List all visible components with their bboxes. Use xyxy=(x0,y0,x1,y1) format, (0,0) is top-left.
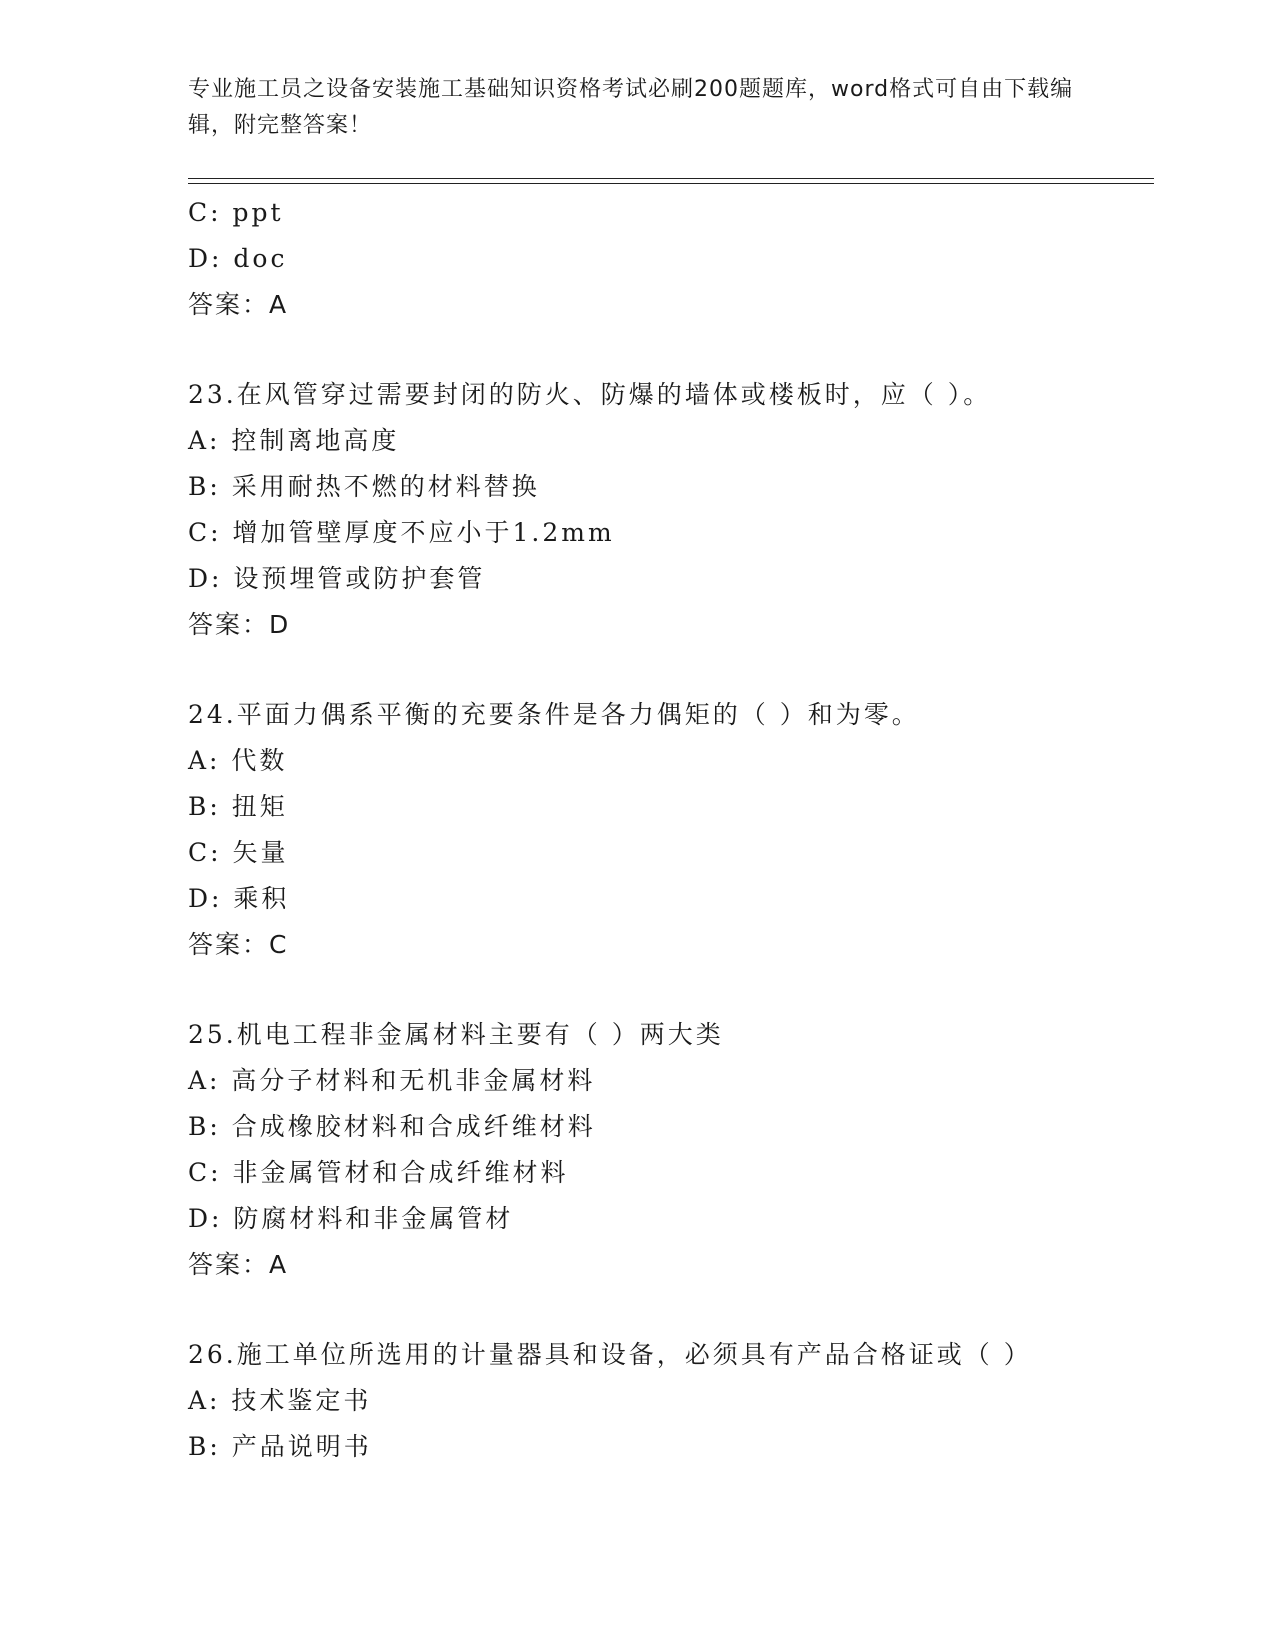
option-d: D: doc xyxy=(188,244,288,273)
option-c: C: 增加管壁厚度不应小于1.2mm xyxy=(188,518,615,547)
option-a: A: 代数 xyxy=(188,746,288,775)
option-b: B: 产品说明书 xyxy=(188,1432,372,1461)
spacer xyxy=(188,648,1154,692)
option-c: C: ppt xyxy=(188,198,284,227)
spacer xyxy=(188,1288,1154,1332)
option-a: A: 技术鉴定书 xyxy=(188,1386,372,1415)
document-body xyxy=(188,190,1154,1470)
question-25 xyxy=(188,1012,1154,1288)
spacer xyxy=(188,328,1154,372)
document-header: 专业施工员之设备安装施工基础知识资格考试必刷200题题库，word格式可自由下载编辑，附完整答案！ xyxy=(188,77,1074,138)
question-stem: 23.在风管穿过需要封闭的防火、防爆的墙体或楼板时，应（ ）。 xyxy=(188,380,992,409)
option-b: B: 采用耐热不燃的材料替换 xyxy=(188,472,540,501)
option-b: B: 合成橡胶材料和合成纤维材料 xyxy=(188,1112,596,1141)
question-stem: 25.机电工程非金属材料主要有（ ）两大类 xyxy=(188,1020,724,1049)
option-c: C: 矢量 xyxy=(188,838,289,867)
question-stem: 26.施工单位所选用的计量器具和设备，必须具有产品合格证或（ ） xyxy=(188,1340,1032,1369)
answer-line: 答案：A xyxy=(188,290,289,319)
question-22-tail xyxy=(188,190,1154,328)
question-stem: 24.平面力偶系平衡的充要条件是各力偶矩的（ ）和为零。 xyxy=(188,700,920,729)
option-d: D: 防腐材料和非金属管材 xyxy=(188,1204,514,1233)
answer-line: 答案：D xyxy=(188,610,291,639)
option-d: D: 乘积 xyxy=(188,884,290,913)
question-24 xyxy=(188,692,1154,968)
question-26 xyxy=(188,1332,1154,1470)
option-b: B: 扭矩 xyxy=(188,792,288,821)
answer-line: 答案：A xyxy=(188,1250,289,1279)
option-a: A: 高分子材料和无机非金属材料 xyxy=(188,1066,596,1095)
answer-line: 答案：C xyxy=(188,930,289,959)
header-divider-bottom xyxy=(188,183,1154,184)
question-23 xyxy=(188,372,1154,648)
spacer xyxy=(188,968,1154,1012)
header-divider-top xyxy=(188,178,1154,179)
option-d: D: 设预埋管或防护套管 xyxy=(188,564,486,593)
option-c: C: 非金属管材和合成纤维材料 xyxy=(188,1158,569,1187)
option-a: A: 控制离地高度 xyxy=(188,426,400,455)
